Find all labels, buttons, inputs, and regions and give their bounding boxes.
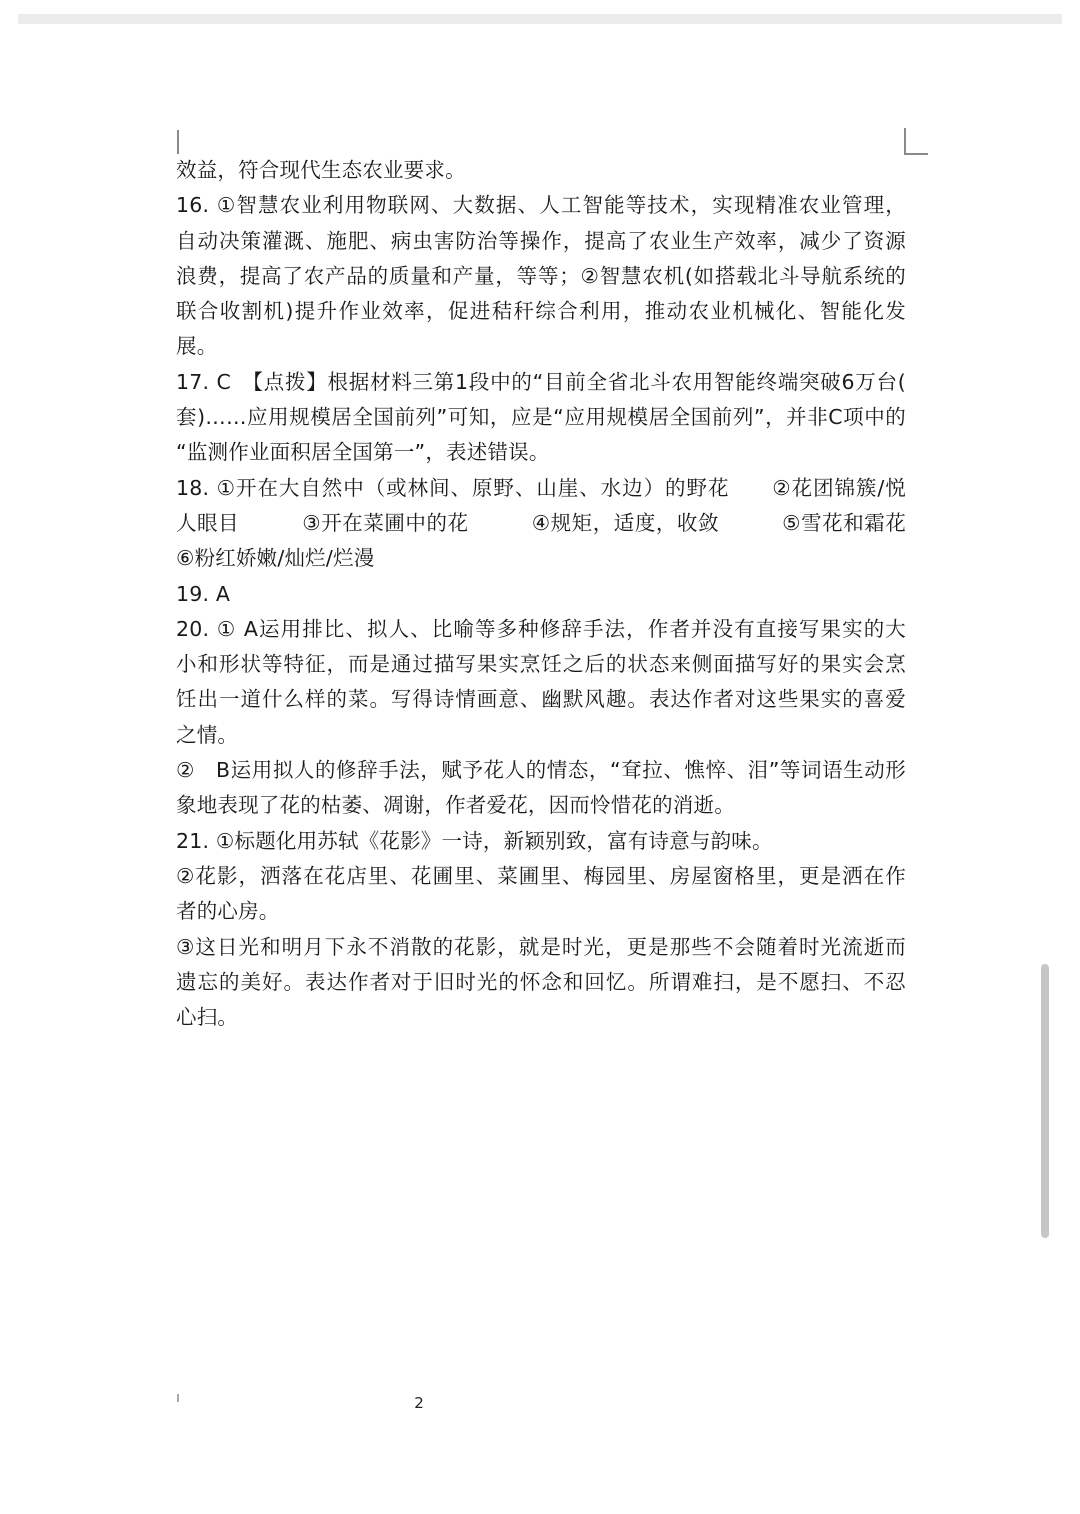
text-line: 者的心房。 <box>176 899 280 924</box>
text-line: 自动决策灌溉、施肥、病虫害防治等操作，提高了农业生产效率，减少了资源 <box>176 228 906 253</box>
text-line: 17. C 【点拨】根据材料三第1段中的“目前全省北斗农用智能终端突破6万台( <box>176 369 906 394</box>
text-line: ② B运用拟人的修辞手法，赋予花人的情态，“耷拉、憔悴、泪”等词语生动形 <box>176 758 906 783</box>
text-line: “监测作业面积居全国第一”，表述错误。 <box>176 440 550 465</box>
text-line: 套)……应用规模居全国前列”可知，应是“应用规模居全国前列”，并非C项中的 <box>176 405 906 430</box>
answer-text <box>176 153 906 1035</box>
text-line: 小和形状等特征，而是通过描写果实烹饪之后的状态来侧面描写好的果实会烹 <box>176 652 906 677</box>
text-line: 展。 <box>176 334 218 359</box>
text-line: 遗忘的美好。表达作者对于旧时光的怀念和回忆。所谓难扫，是不愿扫、不忍 <box>176 969 906 994</box>
text-line: 16. ①智慧农业利用物联网、大数据、人工智能等技术，实现精准农业管理， <box>176 193 906 218</box>
page-number: 2 <box>414 1394 424 1412</box>
text-line: 效益，符合现代生态农业要求。 <box>176 158 466 182</box>
text-line: ⑥粉红娇嫩/灿烂/烂漫 <box>176 546 375 571</box>
text-line: 之情。 <box>176 722 239 747</box>
text-line: 浪费，提高了农产品的质量和产量，等等；②智慧农机(如搭载北斗导航系统的 <box>176 263 906 288</box>
text-line: ②花影，洒落在花店里、花圃里、菜圃里、梅园里、房屋窗格里，更是洒在作 <box>176 863 906 888</box>
crop-mark-bottom-left <box>177 1394 179 1402</box>
text-line: 心扫。 <box>176 1005 239 1030</box>
text-line: 联合收割机)提升作业效率，促进秸秆综合利用，推动农业机械化、智能化发 <box>176 299 906 324</box>
crop-mark-top-right <box>904 128 906 154</box>
text-line: 象地表现了花的枯萎、凋谢，作者爱花，因而怜惜花的消逝。 <box>176 793 735 818</box>
vertical-scrollbar[interactable] <box>1041 964 1049 1238</box>
text-line: 19. A <box>176 581 231 606</box>
text-line: 人眼目 ③开在菜圃中的花 ④规矩，适度，收敛 ⑤雪花和霜花 <box>176 510 906 535</box>
crop-mark-top-left <box>177 130 179 154</box>
text-line: 21. ①标题化用苏轼《花影》一诗，新颖别致，富有诗意与韵味。 <box>176 828 773 853</box>
text-line: 18. ①开在大自然中（或林间、原野、山崖、水边）的野花 ②花团锦簇/悦 <box>176 475 906 500</box>
page-top-edge <box>18 14 1062 24</box>
text-line: ③这日光和明月下永不消散的花影，就是时光，更是那些不会随着时光流逝而 <box>176 934 906 959</box>
text-line: 20. ① A运用排比、拟人、比喻等多种修辞手法，作者并没有直接写果实的大 <box>176 616 906 641</box>
text-line: 饪出一道什么样的菜。写得诗情画意、幽默风趣。表达作者对这些果实的喜爱 <box>176 687 906 712</box>
crop-mark-top-right-horizontal <box>904 153 928 155</box>
